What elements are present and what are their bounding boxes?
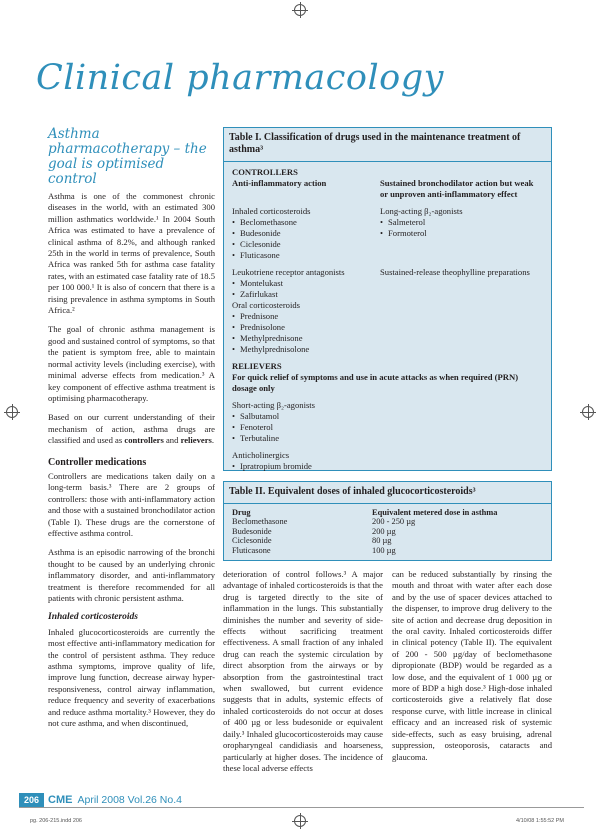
paragraph: The goal of chronic asthma management is good and sustained control of symptoms, so that the patient is symptom free, able to maintain normal activity levels (including exercise), with minimal adverse effects from medication.³ A key component of effective asthma treatment is optimising pharmacotherapy. [48, 324, 215, 403]
list-item: • Salbutamol [232, 411, 543, 422]
list-item: • Methylprednisone [232, 333, 380, 344]
table-row [232, 546, 543, 555]
paragraph: Controllers are medications taken daily on a long-term basis.³ There are 2 groups of controllers: those with anti-inflammatory action and those with a sustained bronchodilator action (Table I). These drugs are the cornerstone of effective asthma control. [48, 470, 215, 538]
article-heading: Asthma pharmacotherapy – the goal is optimised control [48, 126, 207, 187]
ltra-list [232, 278, 380, 300]
ocs-list [232, 311, 380, 355]
registration-mark-top [294, 4, 306, 16]
list-item: • Terbutaline [232, 433, 543, 444]
ltra-label: Leukotriene receptor antagonists [232, 267, 345, 277]
journal-name: CME [48, 794, 73, 806]
list-item: • Ciclesonide [232, 239, 380, 250]
registration-mark-bottom [294, 815, 306, 827]
table-row [232, 536, 543, 545]
sustained-label: Sustained bronchodilator action but weak or unproven anti-inflammatory effect [380, 178, 534, 199]
table-row [232, 527, 543, 536]
page-number: 206 [19, 793, 44, 807]
list-item: • Ipratropium bromide [232, 461, 543, 472]
paragraph: Inhaled glucocorticosteroids are currently the most effective anti-inflammatory medication for the control of persistent asthma. They reduce asthma symptoms, improve quality of life, improve lung function, decrease airway hyper-responsiveness, control airway inflammation, reduce frequency and severity of exacerbations and reduce asthma mortality.³ However, they do not cure asthma, and when discontinued, [48, 626, 215, 729]
paragraph: Based on our current understanding of their mechanism of action, asthma drugs are classified and used as controllers and relievers. [48, 412, 215, 446]
cell-drug: Budesonide [232, 526, 272, 536]
list-item: • Fenoterol [232, 422, 543, 433]
list-item: • Zafirlukast [232, 289, 380, 300]
list-item: • Formoterol [380, 228, 540, 239]
table-title: Table I. Classification of drugs used in the maintenance treatment of asthma³ [224, 128, 551, 162]
relievers-desc: For quick relief of symptoms and use in acute attacks as when required (PRN) dosage only [232, 372, 519, 393]
list-item: • Salmeterol [380, 217, 540, 228]
cell-dose: 100 µg [372, 545, 396, 555]
table-equivalent-doses [223, 481, 552, 561]
footer-divider [19, 807, 584, 808]
laba-list [380, 217, 540, 239]
list-item: • Fluticasone [232, 250, 380, 261]
cell-drug: Beclomethasone [232, 517, 288, 527]
ocs-label: Oral corticosteroids [232, 300, 301, 310]
column-header-dose: Equivalent metered dose in asthma [372, 508, 498, 517]
relievers-label: RELIEVERS [232, 361, 282, 371]
saba-list [232, 411, 543, 444]
section-title: Clinical pharmacology [36, 58, 444, 98]
registration-mark-right [582, 406, 594, 418]
anti-inflammatory-label: Anti-inflammatory action [232, 178, 327, 188]
subheading-ics: Inhaled corticosteroids [48, 612, 138, 623]
print-slug-date: 4/10/08 1:55:52 PM [515, 818, 564, 824]
article-left-column [48, 127, 215, 737]
table-classification [223, 127, 552, 471]
list-item: • Prednisone [232, 311, 380, 322]
table-title: Table II. Equivalent doses of inhaled glucocorticosteroids³ [224, 482, 551, 504]
article-middle-column: deterioration of control follows.³ A major advantage of inhaled corticosteroids is that the drug is targeted directly to the site of inflammation in the lungs. This substantially diminishes the number and severity of side-effects without sacrificing treatment effectiveness. A small fraction of any inhaled drug can reach the systemic circulation by direct absorption from the airways or by absorption from the gastrointestinal tract when swallowed, but current evidence suggests that in adults, systemic effects of inhaled corticosteroids do not occur at doses of 400 µg or less budesonide or equivalent daily.³ Inhaled glucocorticosteroids may cause oropharyngeal candidiasis and hoarseness, particularly at higher doses. The incidence of these local adverse effects [223, 569, 383, 773]
column-header-drug: Drug [232, 508, 251, 517]
saba-label: Short-acting β₂-agonists [232, 400, 316, 410]
registration-mark-left [6, 406, 18, 418]
controllers-label: CONTROLLERS [232, 167, 298, 177]
list-item: • Montelukast [232, 278, 380, 289]
cell-dose: 200 - 250 µg [372, 517, 416, 527]
theophylline-label: Sustained-release theophylline preparations [380, 267, 530, 277]
issue-info: April 2008 Vol.26 No.4 [77, 794, 182, 806]
laba-label: Long-acting β₂-agonists [380, 206, 463, 216]
paragraph: Asthma is one of the commonest chronic diseases in the world, with an estimated 300 million asthmatics worldwide.¹ In 2004 South Africa was estimated to have a prevalence of clinical asthma of 8.2%, and although ranked 25th in the world in terms of prevalence, South Africa was ranked 5th for asthma case fatality rates, with an estimated case fatality rate of 18.5 per 100 000.¹ It is also of concern that there is a rising prevalence in asthma symptoms in South Africa.² [48, 191, 215, 316]
list-item: • Beclomethasone [232, 217, 380, 228]
cell-drug: Fluticasone [232, 545, 271, 555]
page-footer [19, 792, 182, 808]
table-row [232, 517, 543, 526]
print-slug-file: pg. 206-215.indd 206 [30, 818, 82, 824]
article-right-column: can be reduced substantially by rinsing the mouth and throat with water after each dose and by the use of spacer devices attached to the dispenser, to improve drug delivery to the site of action and decrease drug deposition in the oral cavity. Inhaled corticosteroids differ in clinical potency (Table II). The equivalent of 200 - 500 µg/day of beclomethasone dipropionate (BDP) would be regarded as a low dose, and the equivalent of 1 000 µg or more of BDP a high dose.³ High-dose inhaled corticosteroids give a relatively flat dose response curve, with little increase in clinical efficacy and an increased risk of systemic side-effects, such as easy bruising, adrenal suppression, osteoporosis, cataracts and glaucoma. [392, 569, 552, 762]
table-header-row [232, 508, 543, 517]
subheading-controller: Controller medications [48, 456, 147, 468]
list-item: • Methylprednisolone [232, 344, 380, 355]
ics-label: Inhaled corticosteroids [232, 206, 311, 216]
anticholinergics-list [232, 461, 543, 472]
paragraph: Asthma is an episodic narrowing of the bronchi thought to be caused by an underlying chronic inflammatory disorder, and anti-inflammatory treatment is therefore recommended for all patients with chronic persistent asthma. [48, 547, 215, 603]
cell-dose: 80 µg [372, 536, 392, 546]
list-item: • Prednisolone [232, 322, 380, 333]
cell-dose: 200 µg [372, 526, 396, 536]
ics-list [232, 217, 380, 261]
cell-drug: Ciclesonide [232, 536, 272, 546]
anticholinergics-label: Anticholinergics [232, 450, 290, 460]
list-item: • Budesonide [232, 228, 380, 239]
